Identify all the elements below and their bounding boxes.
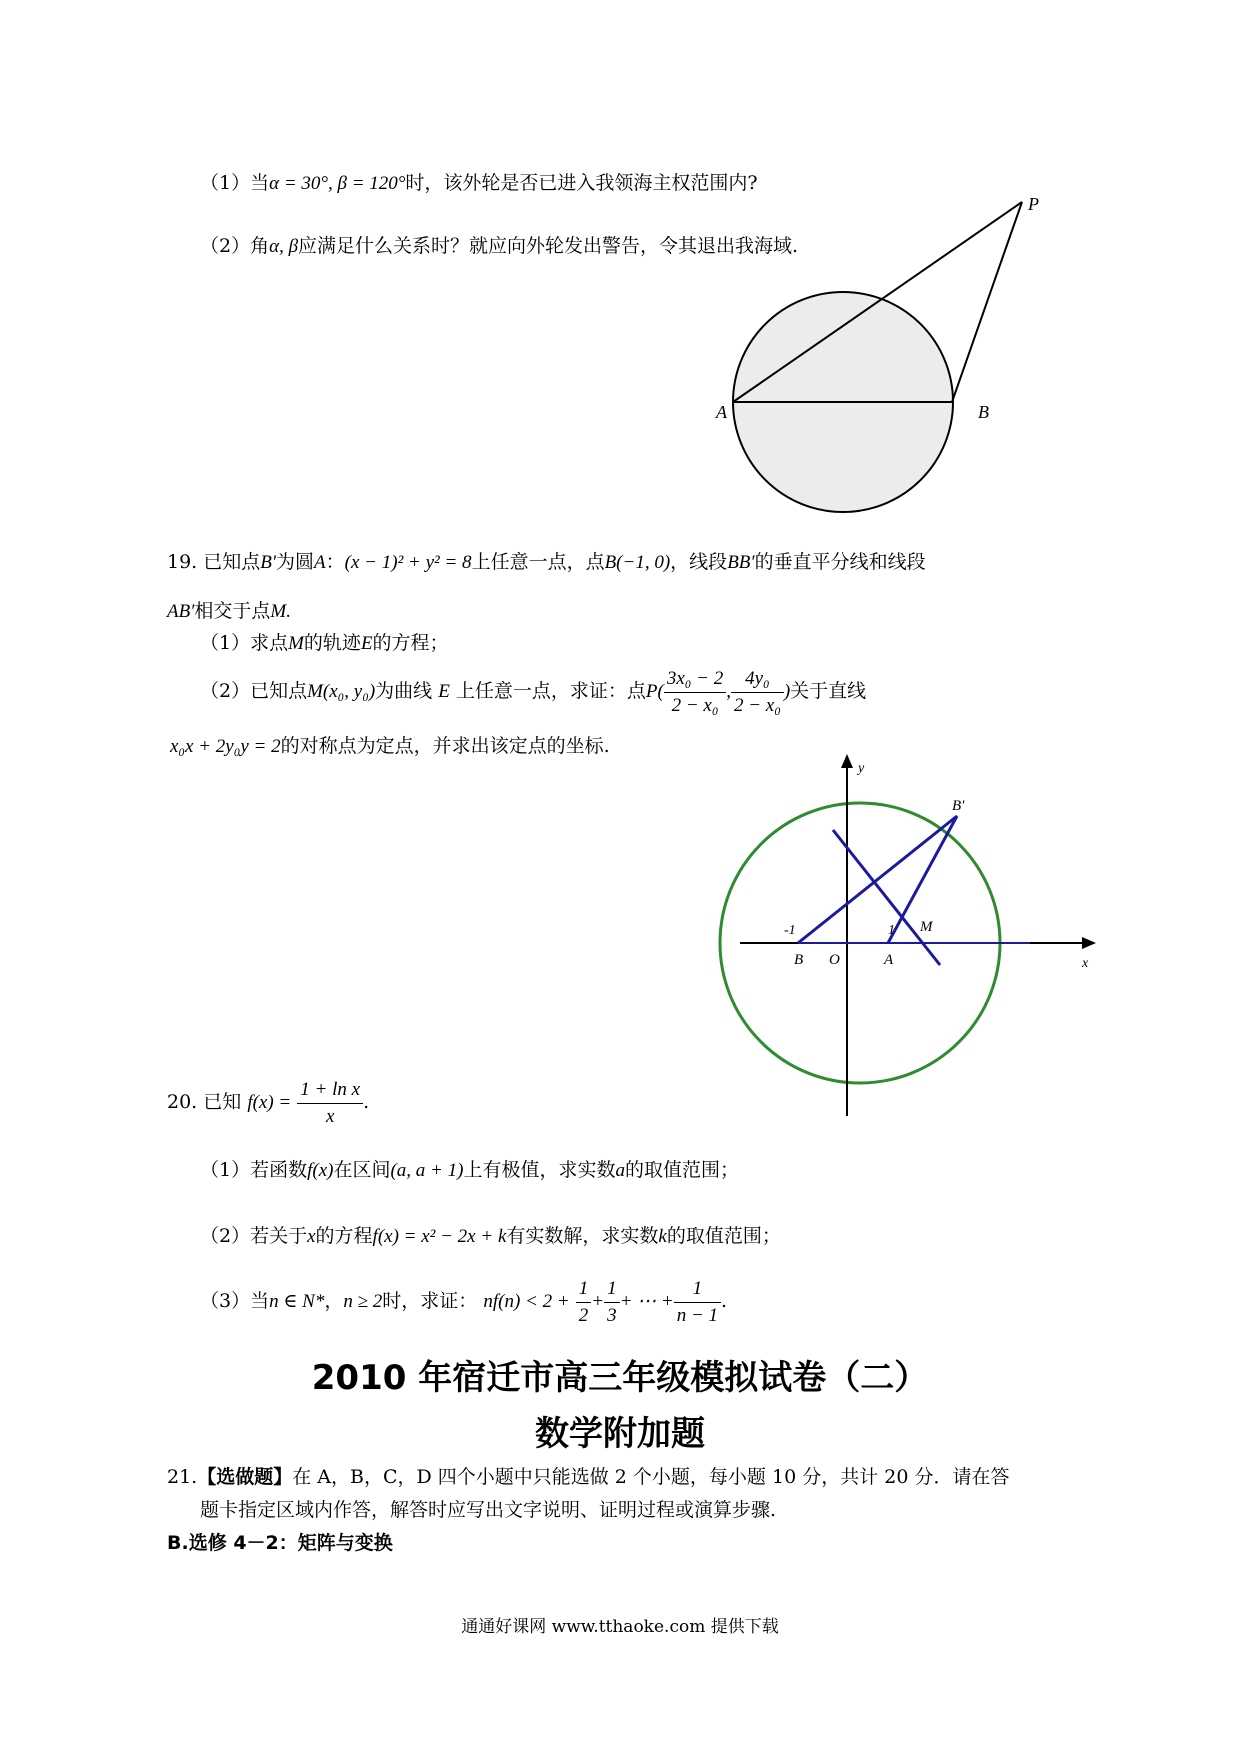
q19-line-eq: x₀x + 2y₀y = 2	[170, 736, 281, 757]
q18-line-bp	[952, 202, 1022, 402]
fig-label-neg-one: -1	[784, 923, 796, 938]
q20-part1-a: a	[615, 1160, 625, 1181]
q18-label-b: B	[978, 402, 989, 422]
q19-segment-bbp: BB′	[727, 552, 755, 573]
footer: 通通好课网 www.tthaoke.com 提供下载	[461, 1617, 779, 1637]
q19-part1	[200, 630, 449, 657]
q19-text-4: 的垂直平分线和线段	[754, 551, 926, 573]
q20-part3-ineq: nf(n) < 2 +	[483, 1291, 570, 1312]
q20-part1-label: （1）若函数	[200, 1159, 308, 1181]
q19-part2-text3: 关于直线	[790, 680, 867, 702]
q19-perp-bisector	[833, 830, 940, 965]
q20-part3-dots: + ⋯ +	[619, 1291, 674, 1312]
q20-f2-den: 3	[607, 1304, 617, 1326]
q19-part1-label: （1）求点	[200, 632, 289, 654]
q19-frac1-den: 2 − x₀	[671, 694, 719, 716]
q19-part1-e: E	[360, 633, 373, 654]
q20-period: .	[363, 1091, 370, 1113]
fig-label-x: x	[1082, 956, 1089, 971]
q19-part2-text1: 为曲线	[375, 680, 433, 702]
q20-part1-interval: (a, a + 1)	[390, 1160, 464, 1181]
q20-fraction	[297, 1077, 363, 1130]
q20-f3-den: n − 1	[676, 1304, 719, 1326]
q19-point-m: M.	[270, 601, 291, 622]
fig-label-b: B	[794, 952, 804, 968]
q19-fraction-1	[664, 666, 726, 719]
q19-point-b: B(−1, 0)	[604, 552, 671, 573]
q20-part3-n-in-n: n ∈ N*	[269, 1291, 325, 1312]
q21-number: 21.	[167, 1466, 198, 1488]
q19-part2-text4: 的对称点为定点，并求出该定点的坐标.	[280, 735, 610, 757]
q20-f1-den: 2	[578, 1304, 589, 1326]
y-axis-arrow-icon	[841, 754, 853, 768]
q20-head	[167, 1076, 369, 1130]
q20-part2-text1: 的方程	[315, 1225, 373, 1247]
q20-f2-num: 1	[604, 1276, 620, 1303]
q19-frac2-den: 2 − x₀	[733, 694, 781, 716]
q19-point-bp: B′	[260, 552, 277, 573]
fig-label-bp: B′	[952, 798, 965, 814]
q19-stem-line1	[167, 549, 926, 576]
q20-f3-num: 1	[674, 1276, 721, 1303]
q19-part2-line2	[170, 733, 610, 760]
q19-part1-m: M	[288, 633, 304, 654]
q19-part2-p-open: P(	[645, 681, 664, 702]
q20-fx: f(x) =	[247, 1092, 292, 1113]
q20-part1-text1: 在区间	[333, 1159, 391, 1181]
q20-part3-n-ge-2: n ≥ 2	[343, 1291, 383, 1312]
q19-frac1-num: 3x₀ − 2	[664, 666, 726, 693]
q18-part2	[200, 233, 798, 260]
q18-figure	[716, 190, 1060, 520]
q20-part2-label: （2）若关于	[200, 1225, 308, 1247]
q21-text: 在 A，B，C，D 四个小题中只能选做 2 个小题，每小题 10 分，共计 20 分．请在答	[292, 1466, 1010, 1488]
q19-stem-line2	[167, 598, 291, 625]
q18-part1-text: 时，该外轮是否已进入我领海主权范围内?	[405, 172, 758, 194]
q19-part2-p-close: )	[783, 681, 791, 702]
q19-part2-comma: ,	[726, 681, 731, 702]
q20-frac-den: x	[325, 1105, 335, 1127]
q20-part2	[200, 1223, 781, 1250]
q21-line2: 题卡指定区域内作答，解答时应写出文字说明、证明过程或演算步骤.	[200, 1499, 777, 1521]
q19-part2	[200, 665, 866, 719]
q19-part2-point: M(x₀, y₀)	[307, 681, 376, 702]
q19-line-bbp	[798, 816, 957, 943]
fig-label-a: A	[884, 952, 894, 968]
q20-part3	[200, 1275, 727, 1329]
section-title: 数学附加题	[535, 1414, 705, 1454]
q20-number: 20. 已知	[167, 1091, 242, 1113]
fig-label-one: 1	[888, 923, 895, 938]
q19-part2-label: （2）已知点	[200, 680, 308, 702]
q19-figure	[730, 750, 1100, 1120]
q19-colon: ：	[325, 551, 345, 573]
q20-part1-end: 的取值范围；	[624, 1159, 739, 1181]
q20-part1	[200, 1157, 739, 1184]
q18-part2-label: （2）角	[200, 235, 270, 257]
q21-tag: 【选做题】	[197, 1466, 293, 1488]
q20-frac-num: 1 + ln x	[297, 1077, 363, 1104]
q21-line1	[167, 1464, 1009, 1490]
q20-part3-text: 时，求证：	[382, 1290, 478, 1312]
q19-circle-a: A	[314, 552, 326, 573]
q18-label-a: A	[716, 402, 727, 422]
q20-part3-comma: ，	[324, 1290, 344, 1312]
q20-part2-x: x	[307, 1226, 316, 1247]
q20-part3-frac3	[674, 1276, 721, 1329]
q19-text-1: 为圆	[276, 551, 315, 573]
q20-part3-frac2	[604, 1276, 620, 1329]
fig-label-o: O	[829, 952, 840, 968]
q19-fraction-2	[731, 666, 784, 719]
q19-text-2: 上任意一点，点	[471, 551, 605, 573]
x-axis-arrow-icon	[1082, 937, 1096, 949]
q18-label-p: P	[1028, 194, 1039, 214]
q18-part1-label: （1）当	[200, 172, 270, 194]
q19-text-5: 相交于点	[194, 600, 271, 622]
exam-title: 2010 年宿迁市高三年级模拟试卷（二）	[311, 1358, 929, 1398]
q19-frac2-num: 4y₀	[731, 666, 784, 693]
q20-part3-frac1	[576, 1276, 592, 1329]
q19-part1-end: 的方程；	[372, 632, 449, 654]
q19-segment-abp: AB′	[167, 601, 195, 622]
q18-part2-math: α, β	[269, 236, 299, 257]
q18-part1-math: α = 30°, β = 120°	[269, 173, 406, 194]
q18-part2-text: 应满足什么关系时？就应向外轮发出警告，令其退出我海域.	[298, 235, 799, 257]
q21-subsection: B.选修 4－2：矩阵与变换	[167, 1532, 393, 1554]
q20-f1-num: 1	[576, 1276, 592, 1303]
q20-part2-end: 的取值范围；	[666, 1225, 781, 1247]
q20-part2-text2: 有实数解，求实数	[506, 1225, 659, 1247]
fig-label-m: M	[920, 919, 933, 935]
q19-text-3: ，线段	[670, 551, 728, 573]
q20-part3-label: （3）当	[200, 1290, 270, 1312]
q19-part1-text: 的轨迹	[303, 632, 361, 654]
q20-part2-equation: f(x) = x² − 2x + k	[372, 1226, 507, 1247]
q20-part1-text2: 上有极值，求实数	[463, 1159, 616, 1181]
q19-part2-text2: 上任意一点，求证：点	[455, 680, 646, 702]
q19-number: 19. 已知点	[167, 551, 261, 573]
q20-part3-plus: +	[591, 1291, 605, 1312]
q18-part1	[200, 170, 758, 197]
q19-part2-curve: E	[438, 681, 450, 702]
q20-part2-k: k	[658, 1226, 667, 1247]
q20-part3-end: .	[721, 1290, 728, 1312]
fig-label-y: y	[858, 761, 865, 776]
q19-circle-eq: (x − 1)² + y² = 8	[344, 552, 472, 573]
q20-part1-fx: f(x)	[307, 1160, 334, 1181]
